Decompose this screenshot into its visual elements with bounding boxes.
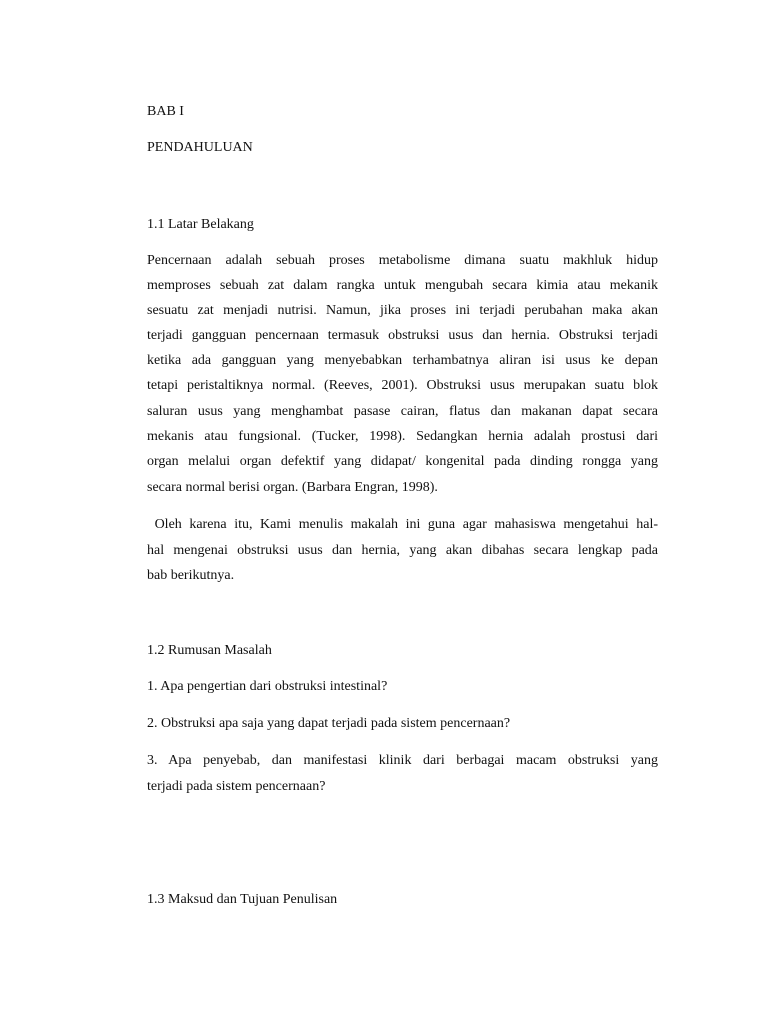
paragraph-line: Oleh karena itu, Kami menulis makalah ini guna agar mahasiswa mengetahui hal- [147, 517, 658, 532]
list-item-question-2: 2. Obstruksi apa saja yang dapat terjadi pada sistem pencernaan? [147, 716, 511, 731]
paragraph-line: sesuatu zat menjadi nutrisi. Namun, jika proses ini terjadi perubahan maka akan [147, 303, 658, 318]
paragraph-line: saluran usus yang menghambat pasase cairan, flatus dan makanan dapat secara [147, 404, 658, 419]
list-item-question-1: 1. Apa pengertian dari obstruksi intestinal? [147, 679, 388, 694]
section-heading-latar-belakang: 1.1 Latar Belakang [147, 217, 254, 232]
paragraph-line: memproses sebuah zat dalam rangka untuk mengubah secara kimia atau mekanik [147, 278, 658, 293]
paragraph-line: Pencernaan adalah sebuah proses metabolisme dimana suatu makhluk hidup [147, 253, 658, 268]
chapter-title: PENDAHULUAN [147, 140, 253, 155]
paragraph-line: organ melalui organ defektif yang didapat/ kongenital pada dinding rongga yang [147, 454, 658, 469]
paragraph-line: secara normal berisi organ. (Barbara Engran, 1998). [147, 480, 438, 495]
paragraph-line: hal mengenai obstruksi usus dan hernia, yang akan dibahas secara lengkap pada [147, 543, 658, 558]
paragraph-line: terjadi gangguan pencernaan termasuk obstruksi usus dan hernia. Obstruksi terjadi [147, 328, 658, 343]
paragraph-line: ketika ada gangguan yang menyebabkan terhambatnya aliran isi usus ke depan [147, 353, 658, 368]
chapter-number: BAB I [147, 104, 184, 119]
paragraph-line: tetapi peristaltiknya normal. (Reeves, 2001). Obstruksi usus merupakan suatu blok [147, 378, 658, 393]
paragraph-line: bab berikutnya. [147, 568, 235, 583]
section-heading-maksud-tujuan: 1.3 Maksud dan Tujuan Penulisan [147, 892, 338, 907]
paragraph-line: mekanis atau fungsional. (Tucker, 1998). Sedangkan hernia adalah prostusi dari [147, 429, 658, 444]
paragraph-line: terjadi pada sistem pencernaan? [147, 779, 326, 794]
section-heading-rumusan-masalah: 1.2 Rumusan Masalah [147, 643, 272, 658]
paragraph-line: 3. Apa penyebab, dan manifestasi klinik dari berbagai macam obstruksi yang [147, 753, 658, 768]
